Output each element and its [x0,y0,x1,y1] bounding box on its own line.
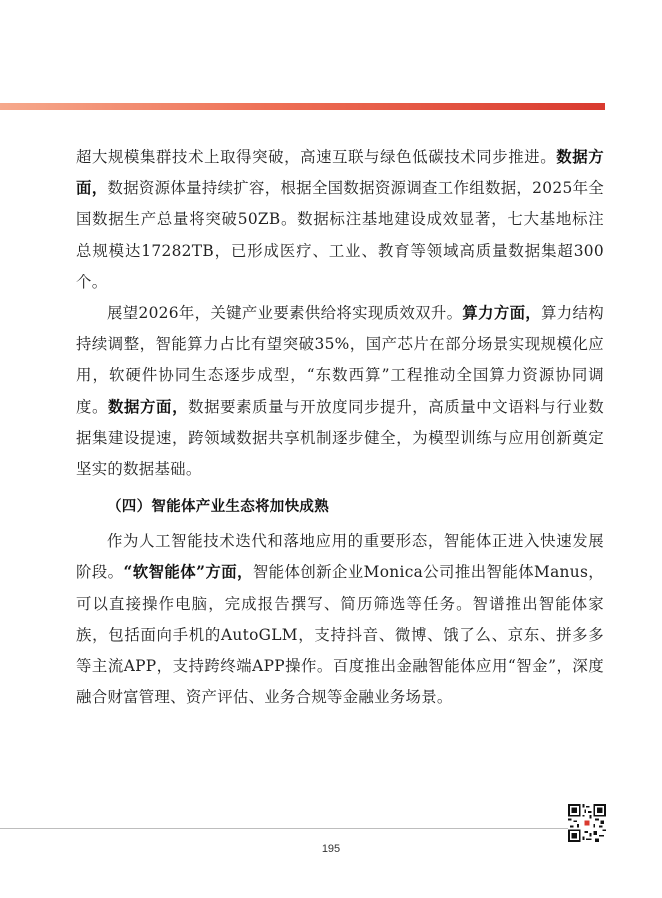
section-heading: （四）智能体产业生态将加快成熟 [107,498,329,516]
paragraph-data-resources [76,142,604,298]
bold-keyword-data: 数据方面， [108,397,189,416]
paragraph-text: 作为人工智能技术迭代和落地应用的重要形态，智能体正进入快速发展阶段。 [76,532,604,582]
paragraph-text: 数据资源体量持续扩容，根据全国数据资源调查工作组数据，2025年全国数据生产总量将突破50ZB。数据标注基地建设成效显著，七大基地标注总规模达17282TB，已形成医疗、工业、教育等领域高质量数据集超300个。 [76,179,604,291]
qr-code-icon [568,804,606,842]
paragraph-text: 超大规模集群技术上取得突破，高速互联与绿色低碳技术同步推进。 [76,148,557,166]
bold-keyword-compute: 算力方面， [462,304,542,323]
bold-keyword-data: 数据方面， [76,148,604,198]
paragraph-text: 展望2026年，关键产业要素供给将实现质效双升。 [107,304,463,323]
paragraph-outlook-2026 [76,298,604,485]
paragraph-text: 智能体创新企业Monica公司推出智能体Manus，可以直接操作电脑，完成报告撰写、简历筛选等任务。智谱推出智能体家族，包括面向手机的AutoGLM，支持抖音、微博、饿了么、京东、拼多多等主流APP，支持跨终端APP操作。百度推出金融智能体应用“智金”，深度融合财富管理、资产评估、业务合规等金融业务场景。 [76,563,605,707]
footer-rule [0,828,568,829]
body-text [76,142,604,713]
paragraph-agents [76,526,604,713]
bold-keyword-soft-agents: “软智能体”方面， [123,563,253,582]
paragraph-text: 算力结构持续调整，智能算力占比有望突破35%，国产芯片在部分场景实现规模化应用，软硬件协同生态逐步成型，“东数西算”工程推动全国算力资源协同调度。 [76,304,604,416]
header-gradient-rule [0,103,605,110]
page-number: 195 [321,843,341,855]
paragraph-text: 数据要素质量与开放度同步提升，高质量中文语料与行业数据集建设提速，跨领域数据共享机制逐步健全，为模型训练与应用创新奠定坚实的数据基础。 [76,397,604,479]
